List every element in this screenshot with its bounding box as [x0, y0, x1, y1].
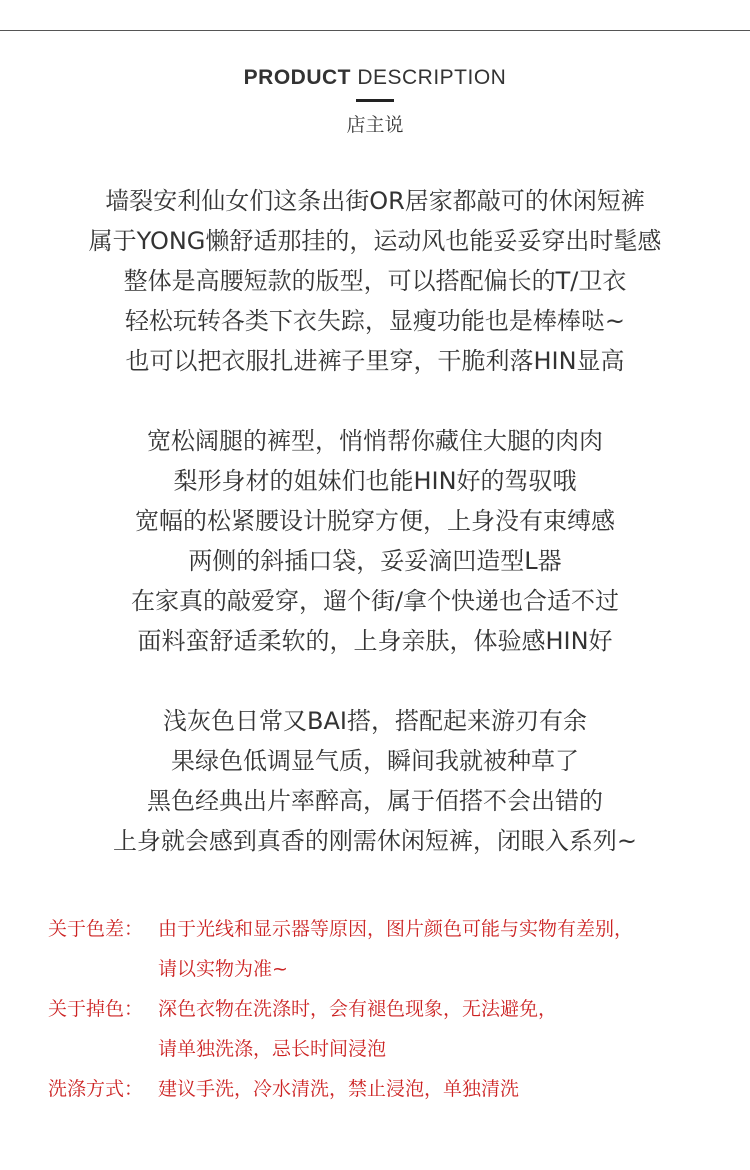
note-color-fading-cont: [48, 1029, 738, 1069]
note-color-difference: [48, 909, 738, 949]
paragraph-2: [0, 421, 750, 661]
paragraph-3: [0, 701, 750, 861]
section-heading: [0, 66, 750, 90]
note-text: 深色衣物在洗涤时，会有褪色现象，无法避免，: [158, 998, 558, 1020]
note-label: 关于掉色：: [48, 998, 144, 1020]
text-line: 宽幅的松紧腰设计脱穿方便，上身没有束缚感: [135, 507, 615, 535]
top-divider: [0, 30, 750, 31]
text-line: 上身就会感到真香的刚需休闲短裤，闭眼入系列~: [112, 827, 638, 855]
note-washing-method: [48, 1069, 738, 1109]
text-line: 两侧的斜插口袋，妥妥滴凹造型L器: [188, 547, 562, 575]
text-line: 浅灰色日常又BAI搭，搭配起来游刃有余: [163, 707, 587, 735]
heading-bold: PRODUCT: [243, 66, 351, 89]
text-line: 面料蛮舒适柔软的，上身亲肤，体验感HIN好: [137, 627, 613, 655]
text-line: 在家真的敲爱穿，遛个街/拿个快递也合适不过: [130, 587, 620, 615]
text-line: 黑色经典出片率醉高，属于佰搭不会出错的: [147, 787, 603, 815]
heading-underline: [356, 99, 394, 102]
text-line: 属于YONG懒舒适那挂的，运动风也能妥妥穿出时髦感: [88, 227, 662, 255]
note-text: 由于光线和显示器等原因，图片颜色可能与实物有差别，: [158, 918, 634, 940]
text-line: 梨形身材的姐妹们也能HIN好的驾驭哦: [173, 467, 577, 495]
note-text: 请单独洗涤，忌长时间浸泡: [158, 1038, 387, 1060]
heading-light: DESCRIPTION: [357, 66, 507, 89]
section-subtitle: 店主说: [346, 114, 404, 136]
text-line: 果绿色低调显气质，瞬间我就被种草了: [171, 747, 579, 775]
text-line: 整体是高腰短款的版型，可以搭配偏长的T/卫衣: [123, 267, 627, 295]
text-line: 轻松玩转各类下衣失踪，显瘦功能也是棒棒哒~: [124, 307, 626, 335]
paragraph-1: [0, 181, 750, 381]
note-color-fading: [48, 989, 738, 1029]
text-line: 也可以把衣服扎进裤子里穿，干脆利落HIN显高: [125, 347, 625, 375]
note-text: 建议手洗，冷水清洗，禁止浸泡，单独清洗: [158, 1078, 520, 1100]
text-line: 宽松阔腿的裤型，悄悄帮你藏住大腿的肉肉: [147, 427, 603, 455]
text-line: 墙裂安利仙女们这条出街OR居家都敲可的休闲短裤: [105, 187, 645, 215]
care-notes: [48, 909, 738, 1109]
note-text: 请以实物为准~: [158, 958, 288, 980]
note-label: 洗涤方式：: [48, 1078, 144, 1100]
note-color-difference-cont: [48, 949, 738, 989]
note-label: 关于色差：: [48, 918, 144, 940]
